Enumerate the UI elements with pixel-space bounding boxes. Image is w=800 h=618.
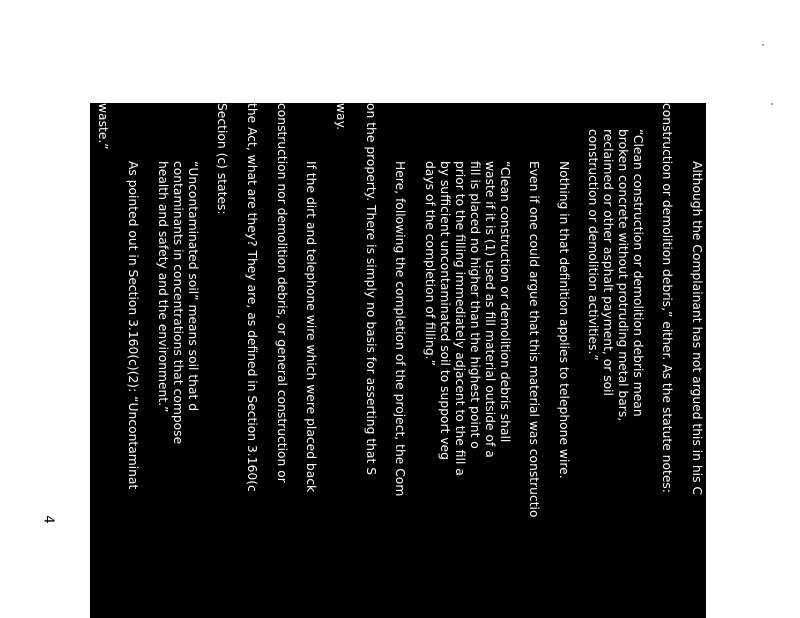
text-line: waste if it is (1) used as fill material outside of a	[483, 161, 497, 458]
text-line: Here, following the completion of the project, the Com	[393, 161, 407, 497]
page-number: 4	[40, 515, 56, 524]
text-line: health and safety and the environment.”	[156, 161, 170, 413]
scan-speck	[762, 44, 764, 46]
text-line: by sufficient uncontaminated soil to support veg	[438, 161, 452, 460]
text-line: contaminants in concentrations that compose	[171, 161, 185, 445]
rotated-document-text	[90, 103, 706, 618]
text-line: waste.”	[96, 103, 110, 150]
text-line: prior to the filling immediately adjacent to the fill a	[453, 161, 467, 476]
text-line: Nothing in that definition applies to telephone wire.	[557, 161, 571, 479]
text-line: the Act, what are they? They are, as defined in Section 3.160(c	[245, 103, 259, 492]
text-line: broken concrete without protruding metal bars,	[616, 129, 630, 422]
text-line: construction or demolition debris,” either. As the statute notes:	[660, 103, 674, 493]
text-line: “Clean construction or demolition debris mean	[631, 129, 645, 417]
text-line: Even if one could argue that this material was constructio	[527, 161, 541, 518]
text-line: As pointed out in Section 3.160(c)(2): “Uncontaminat	[126, 161, 140, 490]
text-line: construction nor demolition debris, or general construction or	[275, 103, 289, 483]
text-line: on the property. There is simply no basis for asserting that S	[364, 103, 378, 476]
text-line: Section (c) states:	[215, 103, 229, 215]
scan-speck	[771, 103, 773, 105]
text-line: “Clean construction or demolition debris shall	[498, 161, 512, 443]
text-line: If the dirt and telephone wire which were placed back	[304, 161, 318, 493]
text-line: construction or demolition activities.”	[586, 129, 600, 361]
text-line: Although the Complainant has not argued this in his C	[690, 161, 704, 495]
text-line: days of the completion of filling.”	[423, 161, 437, 366]
text-line: “Uncontaminated soil” means soil that d	[186, 161, 200, 412]
text-line: way.	[334, 103, 348, 131]
text-line: reclaimed or other asphalt payment, or soil	[601, 129, 615, 396]
text-line: fill is placed no higher than the highest point o	[468, 161, 482, 449]
